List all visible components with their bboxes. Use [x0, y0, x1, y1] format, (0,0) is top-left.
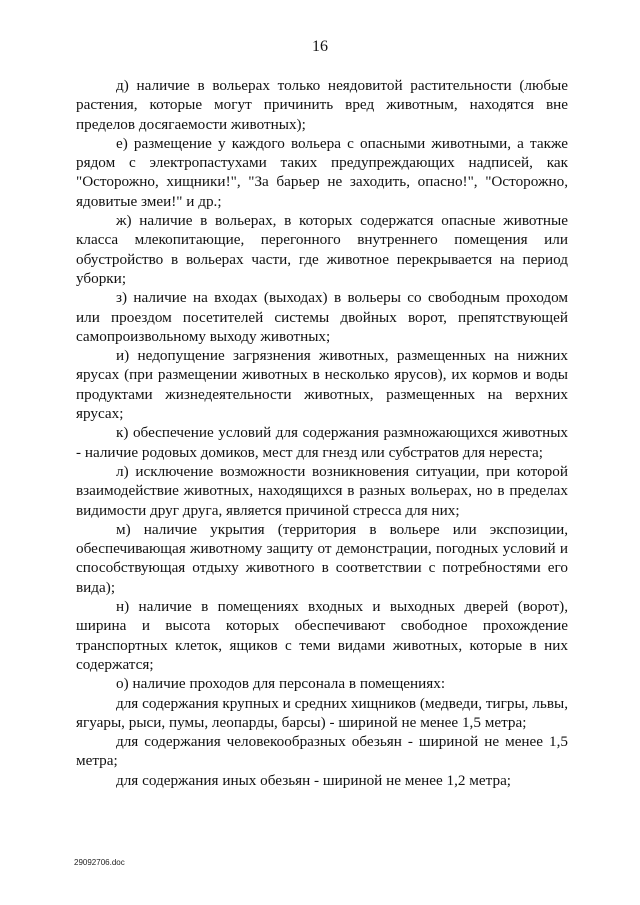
document-body [76, 76, 568, 790]
paragraph-m: м) наличие укрытия (территория в вольере или экспозиции, обеспечивающая животному защиту от демонстрации, погодных условий и способствующая отдыху животного в соответствии с потребностями его вида); [76, 520, 568, 596]
paragraph-z: з) наличие на входах (выходах) в вольеры со свободным проходом или проездом посетителей системы двойных ворот, препятствующей самопроизвольному выходу животных; [76, 289, 568, 345]
list-item-predators: для содержания крупных и средних хищников (медведи, тигры, львы, ягуары, рыси, пумы, леопарды, барсы) - шириной не менее 1,5 метра; [76, 694, 568, 731]
paragraph-zh: ж) наличие в вольерах, в которых содержатся опасные животные класса млекопитающие, перегонного внутреннего помещения или обустройство в вольерах части, где животное перекрывается на период уборки; [76, 212, 568, 287]
page-number: 16 [312, 38, 328, 55]
paragraph-d: д) наличие в вольерах только неядовитой растительности (любые растения, которые могут причинить вред животным, находятся вне пределов досягаемости животных); [76, 77, 568, 133]
file-name-footer: 29092706.doc [74, 858, 125, 867]
list-item-great-apes: для содержания человекообразных обезьян - шириной не менее 1,5 метра; [76, 733, 568, 770]
paragraph-o: о) наличие проходов для персонала в помещениях: [116, 675, 446, 693]
paragraph-n: н) наличие в помещениях входных и выходных дверей (ворот), ширина и высота которых обеспечивают свободное прохождение транспортных клеток, ящиков с теми видами животных, которые в них содержатся; [76, 598, 568, 673]
list-item-other-monkeys: для содержания иных обезьян - шириной не менее 1,2 метра; [116, 771, 512, 789]
paragraph-k: к) обеспечение условий для содержания размножающихся животных - наличие родовых домиков, мест для гнезд или субстратов для нереста; [76, 424, 568, 461]
paragraph-i: и) недопущение загрязнения животных, размещенных на нижних ярусах (при размещении животных в несколько ярусов), их кормов и воды продуктами жизнедеятельности животных, размещенных на верхних ярусах; [76, 347, 568, 423]
paragraph-l: л) исключение возможности возникновения ситуации, при которой взаимодействие животных, находящихся в разных вольерах, но в пределах видимости друг друга, является причиной стресса для них; [76, 462, 568, 519]
paragraph-e: е) размещение у каждого вольера с опасными животными, а также рядом с электропастухами таких предупреждающих надписей, как "Осторожно, хищники!", "За барьер не заходить, опасно!", "Осторожно, ядовитые змеи!" и др.; [76, 134, 568, 210]
